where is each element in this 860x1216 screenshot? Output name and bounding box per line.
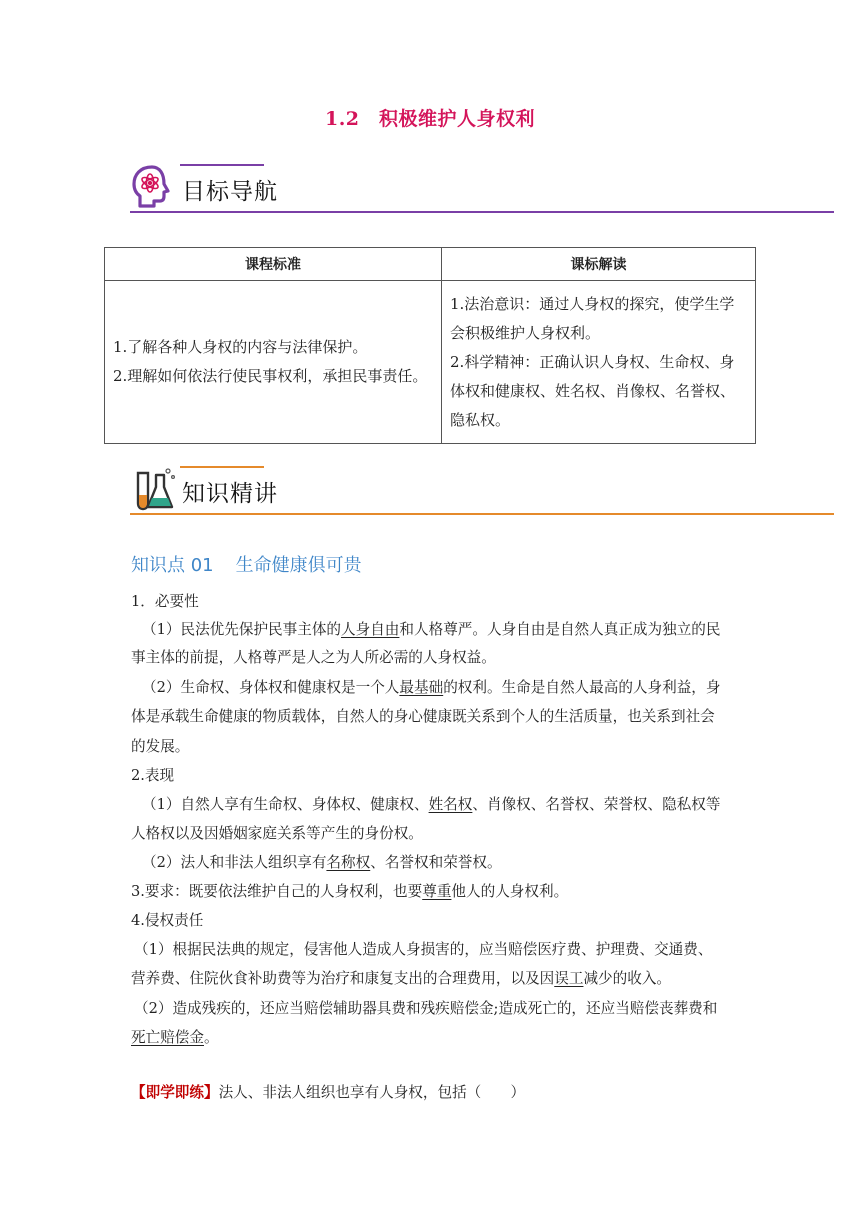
paragraph-line: 人格权以及因婚姻家庭关系等产生的身份权。	[131, 825, 423, 842]
underlined-term: 最基础	[399, 679, 444, 696]
underlined-term: 人身自由	[341, 621, 400, 638]
paragraph-line: （2）法人和非法人组织享有名称权、名誉权和荣誉权。	[142, 854, 502, 871]
requirement-line: 3.要求：既要依法维护自己的人身权利，也要尊重他人的人身权利。	[131, 883, 569, 900]
flask-icon	[130, 465, 178, 513]
underlined-term: 误工	[554, 970, 584, 987]
paragraph-line: （2）造成残疾的，还应当赔偿辅助器具费和残疾赔偿金;造成死亡的，还应当赔偿丧葬费和	[134, 1000, 718, 1017]
standard-item: 1.了解各种人身权的内容与法律保护。	[113, 338, 368, 356]
curriculum-table	[104, 247, 756, 444]
header-accent-bar	[180, 466, 264, 468]
table-row	[105, 281, 756, 444]
knowledge-point-number: 知识点 01	[131, 555, 214, 576]
paragraph-line: （2）生命权、身体权和健康权是一个人最基础的权利。生命是自然人最高的人身利益，身	[142, 679, 721, 696]
header-rule	[130, 211, 834, 213]
section-header-target	[130, 163, 834, 213]
underlined-term: 尊重	[422, 883, 452, 900]
heading-liability: 4.侵权责任	[131, 912, 204, 929]
paragraph-line: （1）民法优先保护民事主体的人身自由和人格尊严。人身自由是自然人真正成为独立的民	[142, 621, 721, 638]
underlined-term: 名称权	[326, 854, 371, 871]
knowledge-point-name: 生命健康俱可贵	[235, 555, 362, 576]
underlined-term: 死亡赔偿金	[131, 1029, 204, 1046]
header-rule	[130, 513, 834, 515]
section-label-knowledge: 知识精讲	[182, 481, 278, 507]
practice-question	[131, 1081, 525, 1102]
header-accent-bar	[180, 164, 264, 166]
brain-atom-icon	[130, 163, 174, 209]
paragraph-line: （1）自然人享有生命权、身体权、健康权、姓名权、肖像权、名誉权、荣誉权、隐私权等	[142, 796, 721, 813]
paragraph-line: 事主体的前提，人格尊严是人之为人所必需的人身权益。	[131, 649, 496, 666]
practice-text: 法人、非法人组织也享有人身权，包括（ ）	[218, 1084, 526, 1101]
paragraph-line: 的发展。	[131, 738, 190, 755]
knowledge-point-title	[131, 551, 362, 577]
heading-manifestation: 2.表现	[131, 767, 175, 784]
section-label-target: 目标导航	[182, 179, 278, 205]
paragraph-line: 营养费、住院伙食补助费等为治疗和康复支出的合理费用，以及因误工减少的收入。	[131, 970, 672, 987]
paragraph-line: （1）根据民法典的规定，侵害他人造成人身损害的，应当赔偿医疗费、护理费、交通费、	[134, 941, 713, 958]
table-header-interpretation: 课标解读	[442, 248, 756, 281]
practice-tag: 【即学即练】	[131, 1084, 219, 1101]
heading-necessity: 1．必要性	[131, 593, 199, 610]
table-cell-standard	[105, 281, 442, 444]
section-header-knowledge	[130, 465, 834, 515]
standard-item: 2.理解如何依法行使民事权利，承担民事责任。	[113, 367, 428, 385]
page-title: 1.2 积极维护人身权利	[324, 108, 536, 130]
paragraph-line: 体是承载生命健康的物质载体，自然人的身心健康既关系到个人的生活质量，也关系到社会	[131, 708, 715, 725]
underlined-term: 姓名权	[428, 796, 473, 813]
interpretation-item: 2.科学精神：正确认识人身权、生命权、身体权和健康权、姓名权、肖像权、名誉权、隐私权。	[450, 352, 736, 429]
interpretation-item: 1.法治意识：通过人身权的探究，使学生学会积极维护人身权利。	[450, 294, 735, 342]
table-header-standard: 课程标准	[105, 248, 442, 281]
paragraph-line: 死亡赔偿金。	[131, 1029, 219, 1046]
table-cell-interpretation	[442, 281, 756, 444]
